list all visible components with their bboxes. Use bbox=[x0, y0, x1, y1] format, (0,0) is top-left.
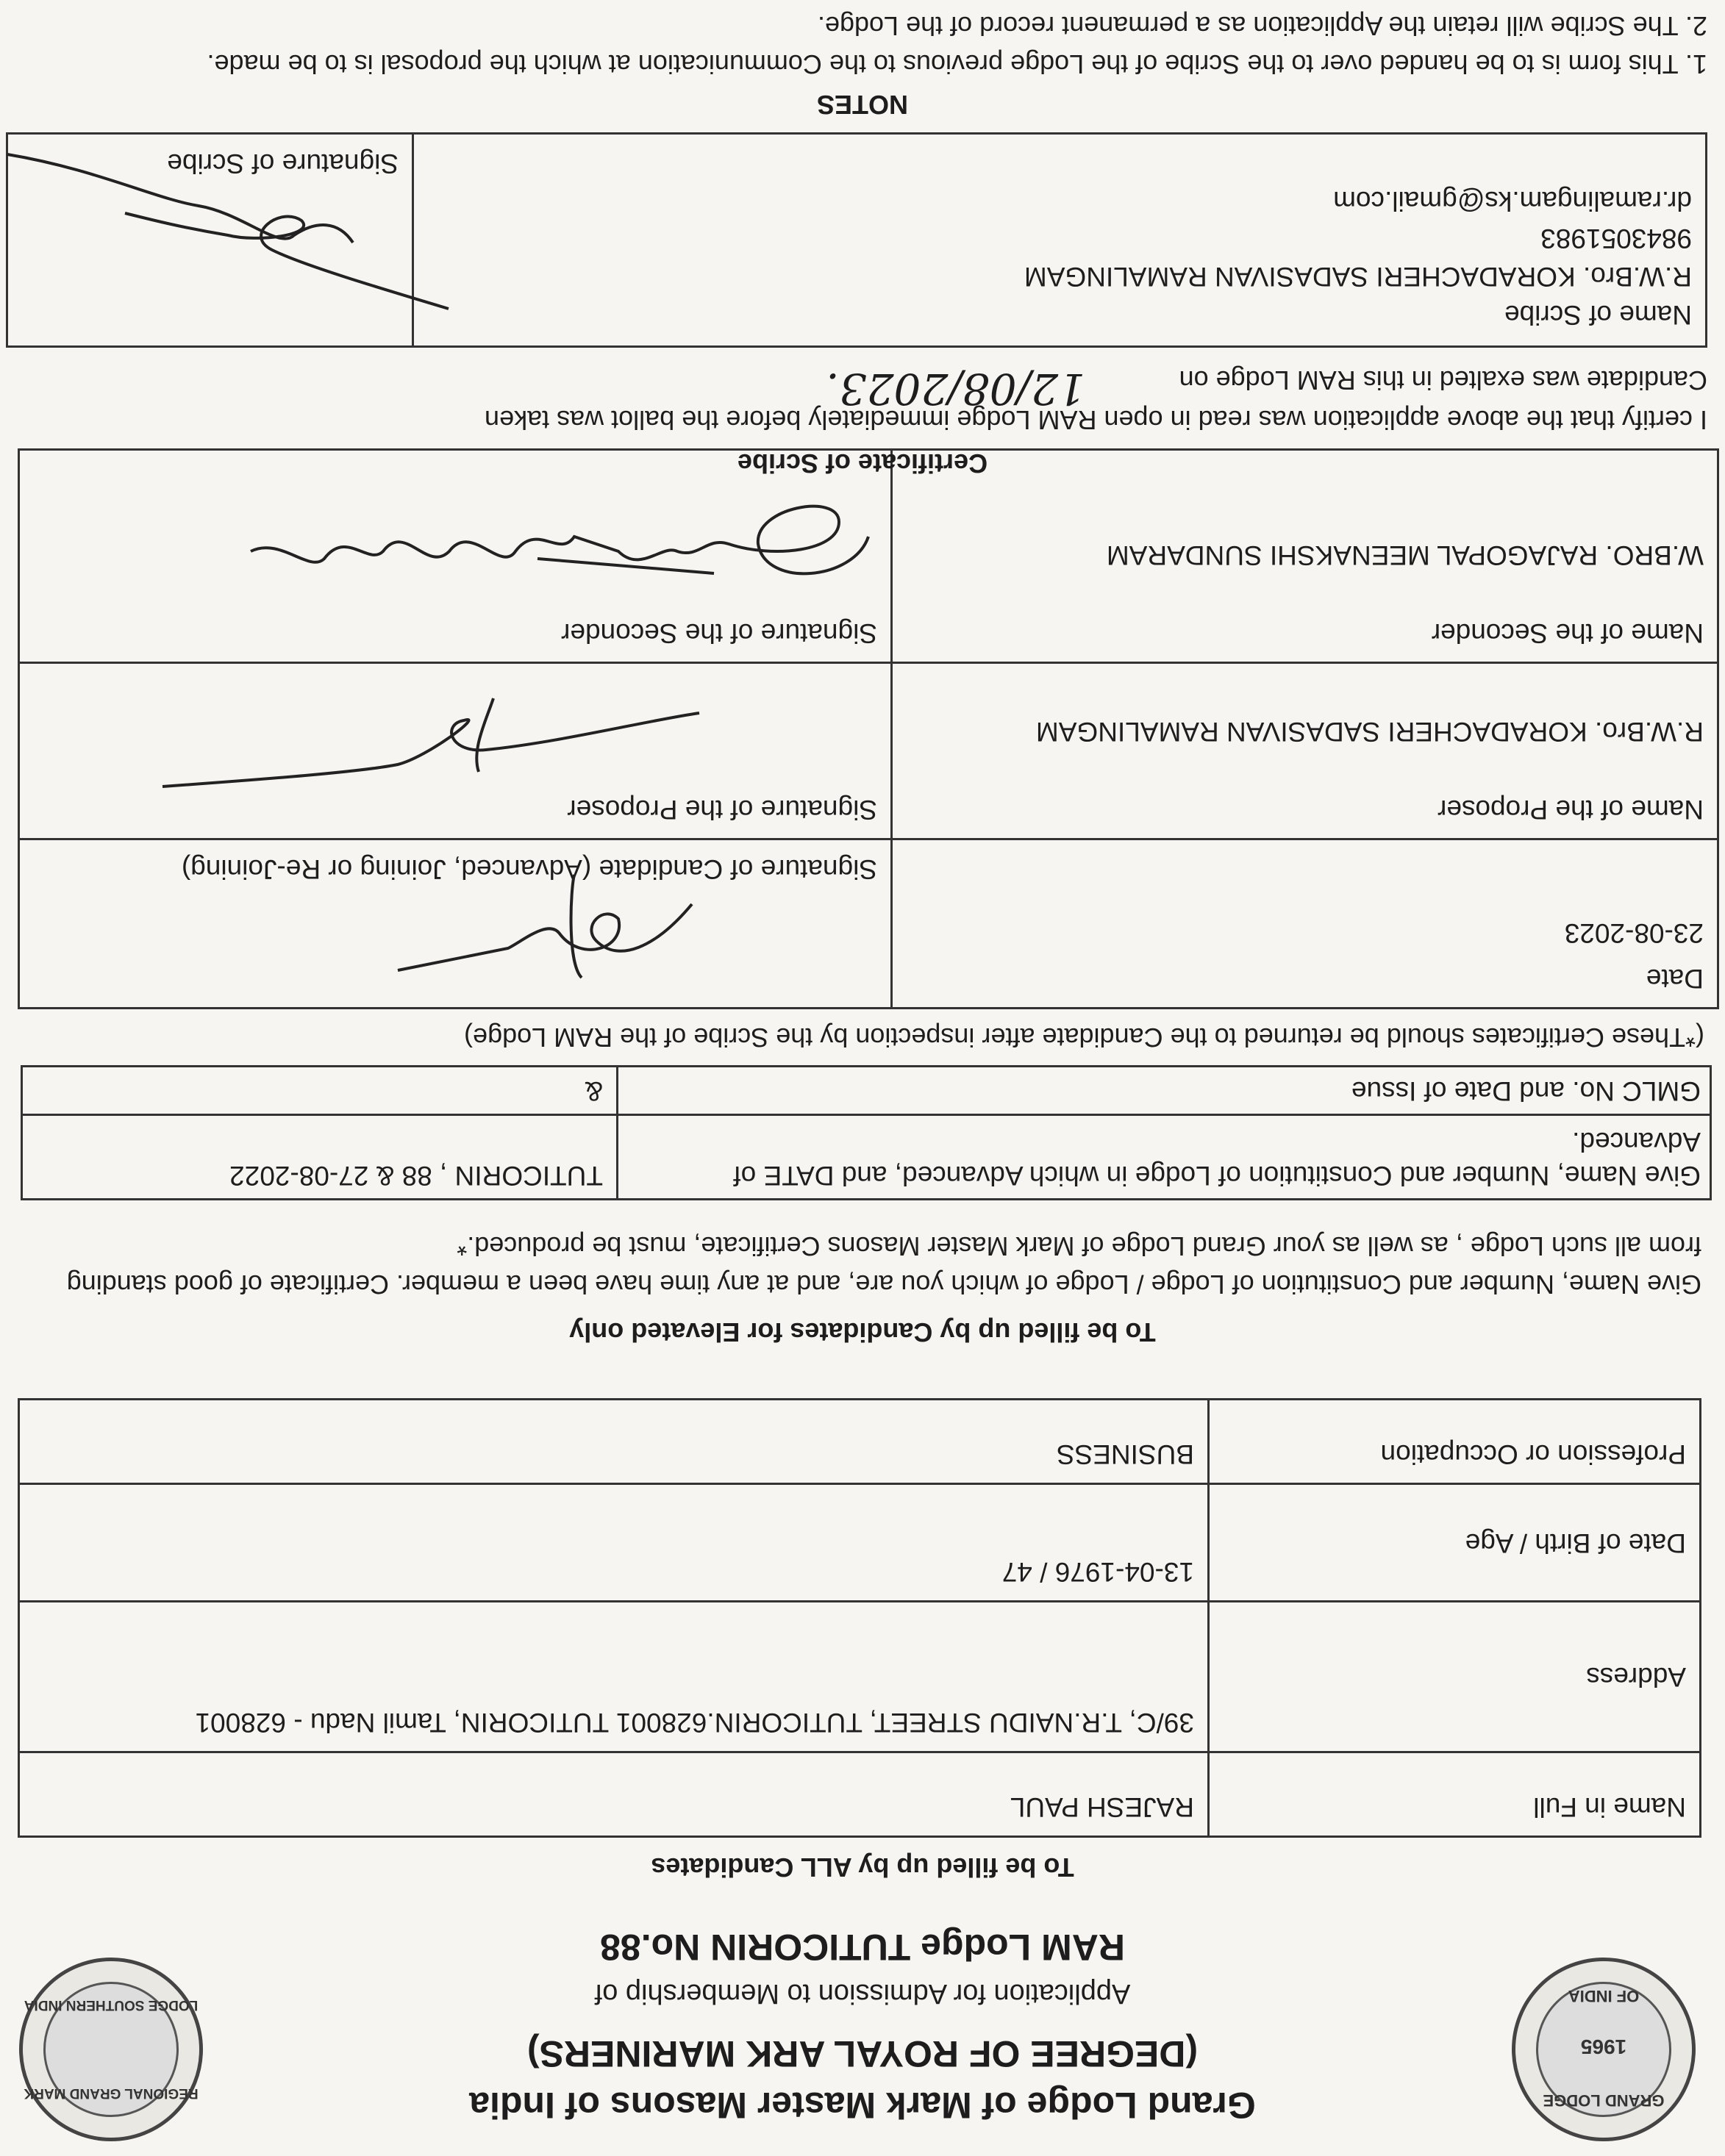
lodge-name: RAM Lodge TUTICORIN No.88 bbox=[600, 1927, 1125, 1968]
certificate-return-note: (*These Certificates should be returned to the Candidate after inspection by the Scribe of the RAM Lodge) bbox=[464, 1023, 1704, 1053]
field-value: BUSINESS bbox=[19, 1400, 1209, 1484]
proposer-signature-cell bbox=[19, 663, 892, 839]
certificate-heading: Certificate of Scribe bbox=[737, 448, 988, 479]
table-row bbox=[19, 1602, 1701, 1752]
form-subtitle: Application for Admission to Membership of bbox=[594, 1978, 1131, 2009]
field-value: 13-04-1976 / 47 bbox=[19, 1484, 1209, 1602]
seconder-name: W.BRO. RAJAGOPAL MEENAKSHI SUNDARAM bbox=[1106, 540, 1704, 570]
scribe-phone: 9843051983 bbox=[1540, 223, 1692, 254]
scribe-table bbox=[6, 132, 1707, 348]
section-all-heading: To be filled up by ALL Candidates bbox=[651, 1852, 1074, 1883]
table-row bbox=[19, 839, 1718, 1009]
proposer-name-label: Name of the Proposer bbox=[1438, 795, 1704, 825]
candidate-details-table bbox=[18, 1398, 1701, 1838]
grand-lodge-seal-left: GRAND LODGE 1965 OF INDIA bbox=[1512, 1958, 1696, 2141]
regional-lodge-seal-right: REGIONAL GRAND MARK LODGE SOUTHERN INDIA bbox=[19, 1958, 203, 2141]
seconder-signature bbox=[111, 470, 883, 603]
field-label: Name in Full bbox=[1209, 1752, 1701, 1837]
form-title: Grand Lodge of Mark Master Masons of India bbox=[469, 2085, 1256, 2126]
proposer-signature bbox=[148, 684, 707, 794]
note-item: 2. The Scribe will retain the Application as a permanent record of the Lodge. bbox=[817, 11, 1707, 41]
field-label: Address bbox=[1209, 1602, 1701, 1752]
degree-title: (DEGREE OF ROYAL ARK MARINERS) bbox=[526, 2033, 1199, 2074]
field-value: RAJESH PAUL bbox=[19, 1752, 1209, 1837]
proposer-signature-label: Signature of the Proposer bbox=[567, 795, 877, 825]
table-row bbox=[19, 450, 1718, 663]
candidate-signature-cell bbox=[19, 839, 892, 1009]
date-cell bbox=[892, 839, 1718, 1009]
seconder-name-label: Name of the Seconder bbox=[1431, 618, 1704, 648]
table-row bbox=[19, 1400, 1701, 1484]
field-value: TUTICORIN , 88 & 27-08-2022 bbox=[22, 1115, 618, 1200]
section-elevated-heading: To be filled up by Candidates for Elevated only bbox=[569, 1317, 1156, 1347]
table-row bbox=[7, 134, 1707, 347]
scribe-signature-cell bbox=[7, 134, 413, 347]
field-label: Give Name, Number and Constitution of Lodge in which Advanced, and DATE of Advanced. bbox=[618, 1115, 1711, 1200]
candidate-signature-label: Signature of Candidate (Advanced, Joining or Re-Joining) bbox=[181, 854, 877, 885]
proposer-name-cell bbox=[892, 663, 1718, 839]
field-value: & bbox=[22, 1067, 618, 1115]
elevated-instruction: Give Name, Number and Constitution of Lodge / Lodge of which you are, and at any time have been a member. Certificate of good standing from all such Lodge , as well as your Grand Lodge of Mark Master Masons Certificate, must be produced.* bbox=[66, 1231, 1701, 1300]
scribe-name-label: Name of Scribe bbox=[1504, 300, 1692, 330]
table-row bbox=[19, 1752, 1701, 1837]
date-value: 23-08-2023 bbox=[1564, 917, 1704, 948]
handwritten-exalted-date: 12/08/2023. bbox=[826, 364, 1085, 414]
field-label: Profession or Occupation bbox=[1209, 1400, 1701, 1484]
table-row bbox=[22, 1115, 1711, 1200]
scribe-email: dr.ramalingam.ks@gmail.com bbox=[1333, 185, 1692, 216]
seconder-signature-label: Signature of the Seconder bbox=[561, 618, 877, 648]
scribe-signature-label: Signature of Scribe bbox=[167, 148, 399, 179]
field-label: GMLC No. and Date of Issue bbox=[618, 1067, 1711, 1115]
seconder-signature-cell bbox=[19, 450, 892, 663]
seconder-name-cell bbox=[892, 450, 1718, 663]
field-label: Date of Birth / Age bbox=[1209, 1484, 1701, 1602]
signatures-table bbox=[18, 448, 1719, 1009]
table-row bbox=[19, 1484, 1701, 1602]
notes-heading: NOTES bbox=[817, 90, 909, 120]
certificate-text: I certify that the above application was read in open RAM Lodge immediately before the ballot was taken bbox=[485, 405, 1707, 435]
elevated-table bbox=[21, 1065, 1712, 1200]
field-value: 39/C, T.R.NAIDU STREET, TUTICORIN.628001 TUTICORIN, Tamil Nadu - 628001 bbox=[19, 1602, 1209, 1752]
table-row bbox=[22, 1067, 1711, 1115]
scribe-details-cell bbox=[413, 134, 1707, 347]
table-row bbox=[19, 663, 1718, 839]
note-item: 1. This form is to be handed over to the Scribe of the Lodge previous to the Communication at which the proposal is to be made. bbox=[207, 49, 1707, 79]
certificate-exalted-text: Candidate was exalted in this RAM Lodge on bbox=[1179, 365, 1707, 395]
date-label: Date bbox=[1646, 964, 1704, 994]
proposer-name: R.W.Bro. KORADACHERI SADASIVAN RAMALINGAM bbox=[1035, 716, 1704, 747]
scribe-name: R.W.Bro. KORADACHERI SADASIVAN RAMALINGAM bbox=[1024, 262, 1692, 293]
candidate-signature bbox=[339, 867, 707, 992]
